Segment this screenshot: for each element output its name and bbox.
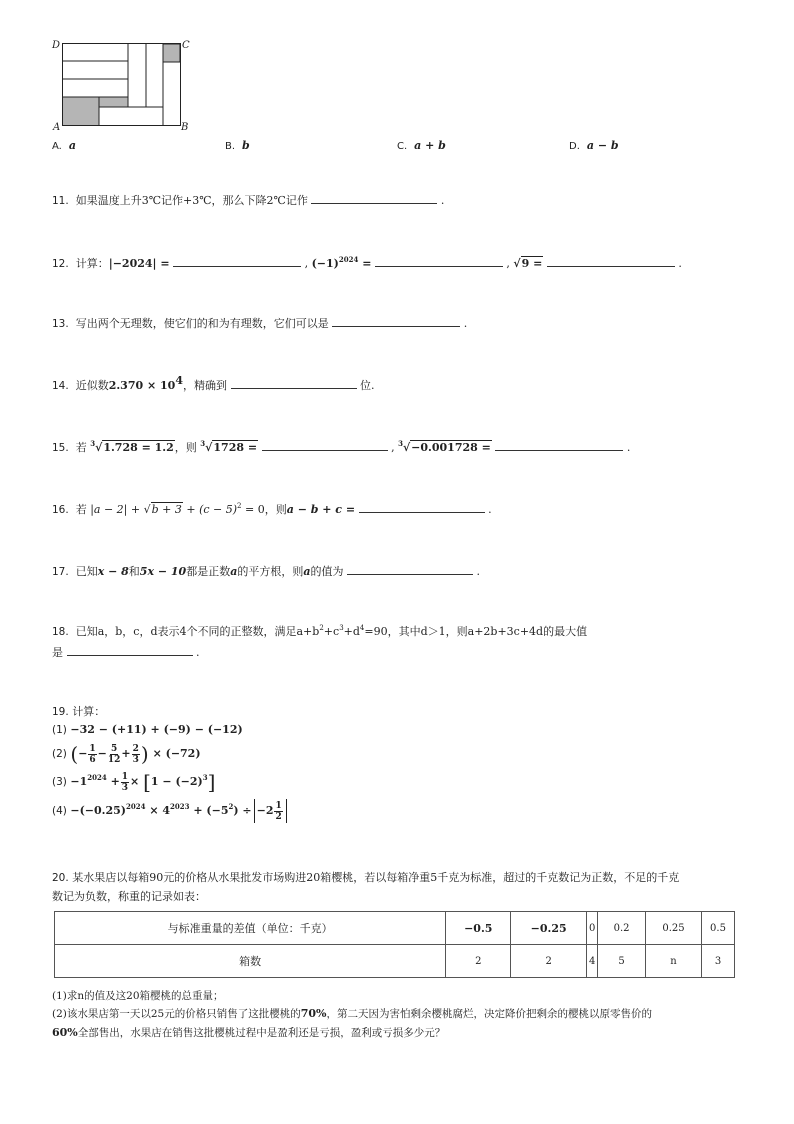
table-cell: 0.5 bbox=[702, 912, 735, 945]
q19-part-2: (2) (− $\frac{1}{6}$ − $\frac{5}{12}$ + $\frac{2}{3}$ ) × (−72) bbox=[52, 742, 201, 766]
table-cell: −0.5 bbox=[446, 912, 511, 945]
table-cell: −0.25 bbox=[511, 912, 587, 945]
q19-part-4: $(4) -(-0.25)^{2024} \times 4^{2023} + (-5^2) \div -2$ $\frac{1}{2}$ bbox=[52, 797, 289, 825]
table-cell: 5 bbox=[598, 945, 646, 978]
answer-blank[interactable] bbox=[311, 193, 437, 204]
answer-blank[interactable] bbox=[231, 378, 357, 389]
q20-sub-2: (2)该水果店第一天以25元的价格只销售了这批樱桃的70%，第二天因为害怕剩余樱桃腐烂，决定降价把剩余的樱桃以原零售价的 bbox=[52, 1007, 652, 1020]
answer-blank[interactable] bbox=[347, 564, 473, 575]
answer-blank[interactable] bbox=[359, 502, 485, 513]
table-cell: 3 bbox=[702, 945, 735, 978]
answer-blank[interactable] bbox=[495, 440, 623, 451]
q19-part-3: $(3) -1^{2024}$ + $\frac{1}{3}$ × $[1 - (-2)^3]$ bbox=[52, 770, 216, 794]
table-cell: 2 bbox=[446, 945, 511, 978]
label-a: A bbox=[53, 122, 61, 133]
question-19: 19. 计算： bbox=[52, 705, 106, 718]
tiled-rectangle-diagram bbox=[62, 43, 182, 127]
option-b[interactable]: B. b bbox=[225, 139, 250, 152]
table-cell: 0.25 bbox=[646, 912, 702, 945]
q20-sub-2-line2: 60%全部售出，水果店在销售这批樱桃过程中是盈利还是亏损，盈利或亏损多少元？ bbox=[52, 1026, 446, 1039]
q19-part-1: (1) −32 − (+11) + (−9) − (−12) bbox=[52, 723, 243, 736]
question-18-line2: 是 . bbox=[52, 646, 200, 659]
table-cell: 0 bbox=[587, 912, 598, 945]
question-14: 14. 近似数$2.370 \times 10^4$，精确到 位. bbox=[52, 374, 375, 392]
answer-blank[interactable] bbox=[547, 256, 675, 267]
question-11: 11. 如果温度上升3℃记作+3℃，那么下降2℃记作 . bbox=[52, 194, 445, 207]
label-d: D bbox=[52, 40, 61, 51]
question-17: 17. 已知x − 8和5x − 10都是正数a的平方根，则a的值为 . bbox=[52, 565, 480, 578]
option-d[interactable]: D. a − b bbox=[569, 139, 619, 152]
row-header: 与标准重量的差值（单位：千克） bbox=[55, 912, 446, 945]
table-cell: 0.2 bbox=[598, 912, 646, 945]
question-12: 12. 计算：|−2024| = , $(-1)^{2024}$ = , √9 = . bbox=[52, 255, 682, 270]
answer-blank[interactable] bbox=[173, 256, 301, 267]
question-13: 13. 写出两个无理数，使它们的和为有理数，它们可以是 . bbox=[52, 317, 468, 330]
label-c: C bbox=[182, 40, 190, 51]
question-20-line2: 数记为负数，称重的记录如表： bbox=[52, 890, 206, 903]
table-cell: 4 bbox=[587, 945, 598, 978]
label-b: B bbox=[181, 122, 189, 133]
answer-blank[interactable] bbox=[375, 256, 503, 267]
table-cell: 2 bbox=[511, 945, 587, 978]
answer-blank[interactable] bbox=[262, 440, 388, 451]
table-cell: n bbox=[646, 945, 702, 978]
option-c[interactable]: C. a + b bbox=[397, 139, 446, 152]
answer-blank[interactable] bbox=[67, 645, 193, 656]
weight-difference-table bbox=[54, 911, 735, 978]
table-row bbox=[55, 912, 735, 945]
question-18: 18. 已知a，b，c，d表示4个不同的正整数，满足$a+b^2+c^3+d^4=90$，其中d＞1，则a+2b+3c+4d的最大值 bbox=[52, 624, 588, 638]
row-header: 箱数 bbox=[55, 945, 446, 978]
question-20: 20. 某水果店以每箱90元的价格从水果批发市场购进20箱樱桃，若以每箱净重5千克为标准，超过的千克数记为正数，不足的千克 bbox=[52, 871, 680, 884]
answer-blank[interactable] bbox=[332, 316, 460, 327]
question-15: 15. 若 $^3$√1.728 = 1.2，则 $^3$√1728 = , $^3$√−0.001728 = . bbox=[52, 439, 631, 454]
question-16: 16. 若 $|a - 2| + √b + 3 + (c - 5)^2 = 0$，则a − b + c = . bbox=[52, 502, 492, 516]
table-row bbox=[55, 945, 735, 978]
option-a[interactable]: A. a bbox=[52, 139, 76, 152]
q20-sub-1: (1)求n的值及这20箱樱桃的总重量； bbox=[52, 990, 224, 1002]
